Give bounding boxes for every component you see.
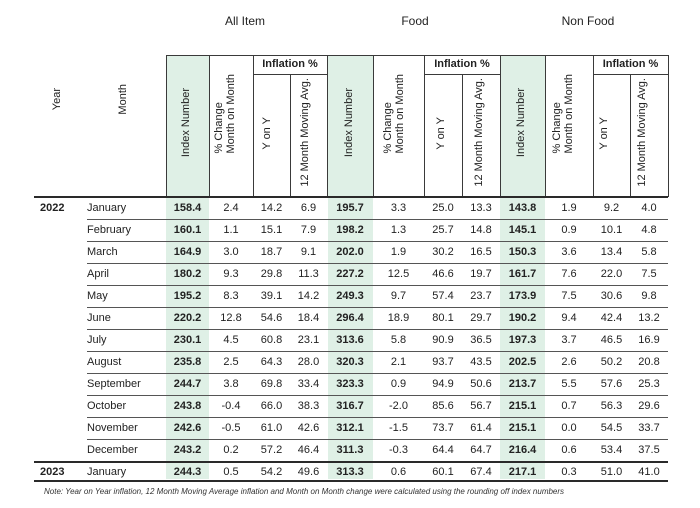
vdiv-11: [593, 55, 594, 197]
value-cell: 42.6: [297, 422, 320, 434]
index-value-cell: 320.3: [336, 356, 364, 368]
value-cell: 3.0: [223, 246, 239, 258]
y-on-y-header: Y on Y: [261, 117, 273, 150]
nonfood-pct-change-line1: % Change: [551, 102, 563, 154]
value-cell: 13.2: [638, 312, 660, 324]
value-cell: 0.6: [390, 466, 407, 478]
value-cell: 54.5: [600, 422, 623, 434]
value-cell: 7.5: [561, 290, 577, 302]
index-value-cell: 244.3: [173, 466, 202, 478]
index-value-cell: 244.7: [173, 378, 202, 390]
value-cell: 3.7: [561, 334, 577, 346]
index-value-cell: 213.7: [508, 378, 537, 390]
month-cell: February: [87, 224, 132, 236]
value-cell: 14.2: [260, 202, 283, 214]
value-cell: 14.2: [297, 290, 320, 302]
value-cell: 23.1: [297, 334, 320, 346]
value-cell: 64.3: [260, 356, 283, 368]
month-cell: April: [87, 268, 110, 280]
vdiv-6: [373, 55, 374, 197]
nonfood-pct-change-line2: Month on Month: [563, 74, 575, 154]
index-value-cell: 180.2: [173, 268, 202, 280]
value-cell: 4.5: [223, 334, 239, 346]
month-cell: August: [87, 356, 122, 368]
index-value-cell: 323.3: [336, 378, 364, 390]
index-value-cell: 160.1: [173, 224, 202, 236]
footnote: Note: Year on Year inflation, 12 Month Moving Average inflation and Month on Month change were calculated using the rounding off index numbers: [44, 487, 565, 496]
index-value-cell: 216.4: [508, 444, 537, 456]
vdiv-8: [462, 74, 463, 197]
table-bottom-rule: [34, 480, 668, 482]
value-cell: 8.3: [223, 290, 239, 302]
month-cell: May: [87, 290, 108, 302]
value-cell: 23.7: [470, 290, 492, 302]
year-cell: 2022: [40, 202, 65, 214]
index-value-cell: 164.9: [173, 246, 202, 258]
value-cell: 0.3: [561, 466, 577, 478]
nonfood-index-number-header: Index Number: [515, 88, 527, 158]
year-cell: 2023: [40, 466, 65, 478]
moving-avg-header: 12 Month Moving Avg.: [299, 78, 311, 187]
value-cell: 36.5: [470, 334, 492, 346]
value-cell: 0.6: [561, 444, 577, 456]
value-cell: 25.7: [432, 224, 454, 236]
value-cell: 33.7: [638, 422, 660, 434]
value-cell: 19.7: [470, 268, 492, 280]
value-cell: 94.9: [432, 378, 454, 390]
value-cell: 0.7: [561, 400, 577, 412]
value-cell: 1.1: [223, 224, 239, 236]
value-cell: 0.0: [561, 422, 577, 434]
index-value-cell: 313.6: [336, 334, 364, 346]
food-pct-change-line2: Month on Month: [394, 74, 406, 154]
value-cell: 85.6: [432, 400, 454, 412]
value-cell: 6.9: [300, 202, 317, 214]
value-cell: 0.2: [223, 444, 239, 456]
table-row: [0, 351, 700, 373]
index-value-cell: 190.2: [508, 312, 537, 324]
index-value-cell: 217.1: [508, 466, 537, 478]
inflation-header-food: Inflation %: [434, 58, 490, 70]
vdiv-2: [209, 55, 210, 197]
value-cell: 18.7: [260, 246, 283, 258]
value-cell: 30.2: [432, 246, 454, 258]
value-cell: -2.0: [389, 400, 408, 412]
index-value-cell: 230.1: [173, 334, 202, 346]
vdiv-9: [500, 55, 501, 197]
value-cell: 15.1: [260, 224, 283, 236]
table-row: [0, 439, 700, 461]
value-cell: 43.5: [470, 356, 492, 368]
month-cell: January: [87, 466, 127, 478]
index-value-cell: 202.5: [508, 356, 537, 368]
value-cell: 54.6: [260, 312, 283, 324]
value-cell: 9.7: [390, 290, 407, 302]
index-value-cell: 198.2: [336, 224, 364, 236]
inflation-header-nonfood: Inflation %: [602, 58, 659, 70]
index-value-cell: 311.3: [336, 444, 364, 456]
pct-change-line1: % Change: [213, 102, 225, 154]
vdiv-12: [630, 74, 631, 197]
index-value-cell: 150.3: [508, 246, 537, 258]
nonfood-moving-avg-header: 12 Month Moving Avg.: [636, 78, 648, 187]
value-cell: 12.8: [220, 312, 242, 324]
value-cell: 9.1: [300, 246, 317, 258]
index-value-cell: 161.7: [508, 268, 537, 280]
value-cell: 5.8: [641, 246, 657, 258]
table-row: [0, 307, 700, 329]
index-value-cell: 173.9: [508, 290, 537, 302]
value-cell: 16.5: [470, 246, 492, 258]
value-cell: 13.4: [600, 246, 623, 258]
value-cell: 57.2: [260, 444, 283, 456]
index-value-cell: 195.2: [173, 290, 202, 302]
value-cell: 49.6: [297, 466, 320, 478]
value-cell: 50.2: [600, 356, 623, 368]
value-cell: 41.0: [638, 466, 660, 478]
month-cell: December: [87, 444, 138, 456]
index-value-cell: 145.1: [508, 224, 537, 236]
table-row: [0, 395, 700, 417]
value-cell: 93.7: [432, 356, 454, 368]
index-value-cell: 220.2: [173, 312, 202, 324]
value-cell: 16.9: [638, 334, 660, 346]
value-cell: 60.8: [260, 334, 283, 346]
index-value-cell: 215.1: [508, 400, 537, 412]
index-value-cell: 158.4: [173, 202, 202, 214]
food-moving-avg-header: 12 Month Moving Avg.: [473, 78, 485, 187]
value-cell: -0.3: [389, 444, 408, 456]
month-header: Month: [117, 84, 129, 115]
food-index-number-header: Index Number: [343, 88, 355, 158]
index-value-cell: 202.0: [336, 246, 364, 258]
table-row: [0, 285, 700, 307]
index-value-cell: 195.7: [336, 202, 364, 214]
value-cell: 66.0: [260, 400, 283, 412]
value-cell: 12.5: [387, 268, 410, 280]
month-cell: November: [87, 422, 138, 434]
value-cell: 4.0: [641, 202, 657, 214]
group-all-item: All Item: [224, 14, 265, 28]
group-non-food: Non Food: [561, 14, 615, 28]
value-cell: 29.6: [638, 400, 660, 412]
value-cell: 38.3: [297, 400, 320, 412]
index-value-cell: 242.6: [173, 422, 202, 434]
value-cell: -0.4: [221, 400, 241, 412]
value-cell: 13.3: [470, 202, 492, 214]
value-cell: 28.0: [297, 356, 320, 368]
value-cell: 61.4: [470, 422, 492, 434]
vdiv-10: [545, 55, 546, 197]
index-value-cell: 235.8: [173, 356, 202, 368]
table-row: [0, 197, 700, 219]
value-cell: 64.7: [470, 444, 492, 456]
food-y-on-y-header: Y on Y: [435, 117, 447, 150]
value-cell: 57.6: [600, 378, 623, 390]
value-cell: 42.4: [600, 312, 623, 324]
value-cell: 57.4: [432, 290, 454, 302]
vdiv-3: [253, 55, 254, 197]
value-cell: 2.5: [223, 356, 239, 368]
value-cell: 60.1: [432, 466, 454, 478]
index-value-cell: 243.2: [173, 444, 202, 456]
value-cell: 11.3: [298, 268, 319, 280]
value-cell: 80.1: [432, 312, 454, 324]
value-cell: 22.0: [600, 268, 623, 280]
value-cell: 5.8: [390, 334, 407, 346]
value-cell: 7.5: [641, 268, 657, 280]
value-cell: 61.0: [260, 422, 283, 434]
value-cell: 1.3: [390, 224, 407, 236]
nonfood-y-on-y-header: Y on Y: [598, 117, 610, 150]
year-header: Year: [51, 88, 63, 111]
value-cell: 25.0: [432, 202, 454, 214]
month-cell: March: [87, 246, 118, 258]
value-cell: 46.5: [600, 334, 623, 346]
value-cell: 64.4: [432, 444, 454, 456]
value-cell: 29.7: [470, 312, 492, 324]
index-value-cell: 143.8: [508, 202, 537, 214]
value-cell: 14.8: [470, 224, 492, 236]
value-cell: 25.3: [638, 378, 660, 390]
value-cell: 30.6: [600, 290, 623, 302]
value-cell: 2.1: [390, 356, 407, 368]
value-cell: 20.8: [638, 356, 660, 368]
value-cell: 18.4: [297, 312, 320, 324]
month-cell: October: [87, 400, 127, 412]
value-cell: 7.9: [300, 224, 317, 236]
value-cell: 0.9: [561, 224, 577, 236]
value-cell: 33.4: [297, 378, 320, 390]
value-cell: 56.7: [470, 400, 492, 412]
value-cell: 29.8: [260, 268, 283, 280]
vdiv-7: [424, 55, 425, 197]
value-cell: 10.1: [600, 224, 623, 236]
pct-change-line2: Month on Month: [225, 74, 237, 154]
group-food: Food: [401, 14, 429, 28]
value-cell: 37.5: [638, 444, 660, 456]
month-cell: June: [87, 312, 111, 324]
value-cell: 67.4: [470, 466, 492, 478]
index-value-cell: 197.3: [508, 334, 537, 346]
value-cell: 0.9: [390, 378, 407, 390]
value-cell: 54.2: [260, 466, 283, 478]
index-value-cell: 227.2: [336, 268, 364, 280]
value-cell: 7.6: [561, 268, 577, 280]
value-cell: 56.3: [600, 400, 623, 412]
value-cell: 46.4: [297, 444, 320, 456]
month-cell: July: [87, 334, 107, 346]
index-value-cell: 316.7: [336, 400, 364, 412]
value-cell: 73.7: [432, 422, 454, 434]
value-cell: 9.2: [603, 202, 620, 214]
month-cell: September: [87, 378, 141, 390]
inflation-header-all: Inflation %: [262, 58, 318, 70]
index-value-cell: 249.3: [336, 290, 364, 302]
value-cell: 2.6: [561, 356, 577, 368]
table-row: [0, 241, 700, 263]
value-cell: 69.8: [260, 378, 283, 390]
pct-change-header: [213, 74, 237, 154]
value-cell: 3.8: [223, 378, 239, 390]
value-cell: 9.4: [561, 312, 577, 324]
index-value-cell: 296.4: [336, 312, 364, 324]
value-cell: 0.5: [223, 466, 239, 478]
index-value-cell: 313.3: [336, 466, 364, 478]
month-cell: January: [87, 202, 127, 214]
vdiv-1: [166, 55, 167, 197]
value-cell: 46.6: [432, 268, 454, 280]
value-cell: -0.5: [221, 422, 241, 434]
value-cell: 4.8: [641, 224, 657, 236]
value-cell: 51.0: [600, 466, 623, 478]
value-cell: 1.9: [561, 202, 577, 214]
food-pct-change-line1: % Change: [382, 102, 394, 154]
value-cell: 1.9: [390, 246, 407, 258]
table-row: [0, 219, 700, 241]
value-cell: 39.1: [260, 290, 283, 302]
value-cell: 90.9: [432, 334, 454, 346]
value-cell: 5.5: [561, 378, 577, 390]
value-cell: 2.4: [223, 202, 239, 214]
vdiv-13: [668, 55, 669, 197]
index-number-header: Index Number: [180, 88, 192, 158]
table-row: [0, 263, 700, 285]
value-cell: 9.8: [641, 290, 657, 302]
table-row: [0, 329, 700, 351]
value-cell: 18.9: [387, 312, 410, 324]
index-value-cell: 243.8: [173, 400, 202, 412]
food-pct-change-header: [382, 74, 406, 154]
value-cell: 50.6: [470, 378, 492, 390]
vdiv-5: [327, 55, 328, 197]
index-value-cell: 312.1: [336, 422, 364, 434]
vdiv-4: [290, 74, 291, 197]
value-cell: 53.4: [600, 444, 623, 456]
table-row: [0, 417, 700, 439]
index-value-cell: 215.1: [508, 422, 537, 434]
nonfood-pct-change-header: [551, 74, 575, 154]
value-cell: 3.3: [390, 202, 407, 214]
value-cell: -1.5: [389, 422, 408, 434]
value-cell: 9.3: [223, 268, 239, 280]
value-cell: 3.6: [561, 246, 577, 258]
table-row: [0, 373, 700, 395]
